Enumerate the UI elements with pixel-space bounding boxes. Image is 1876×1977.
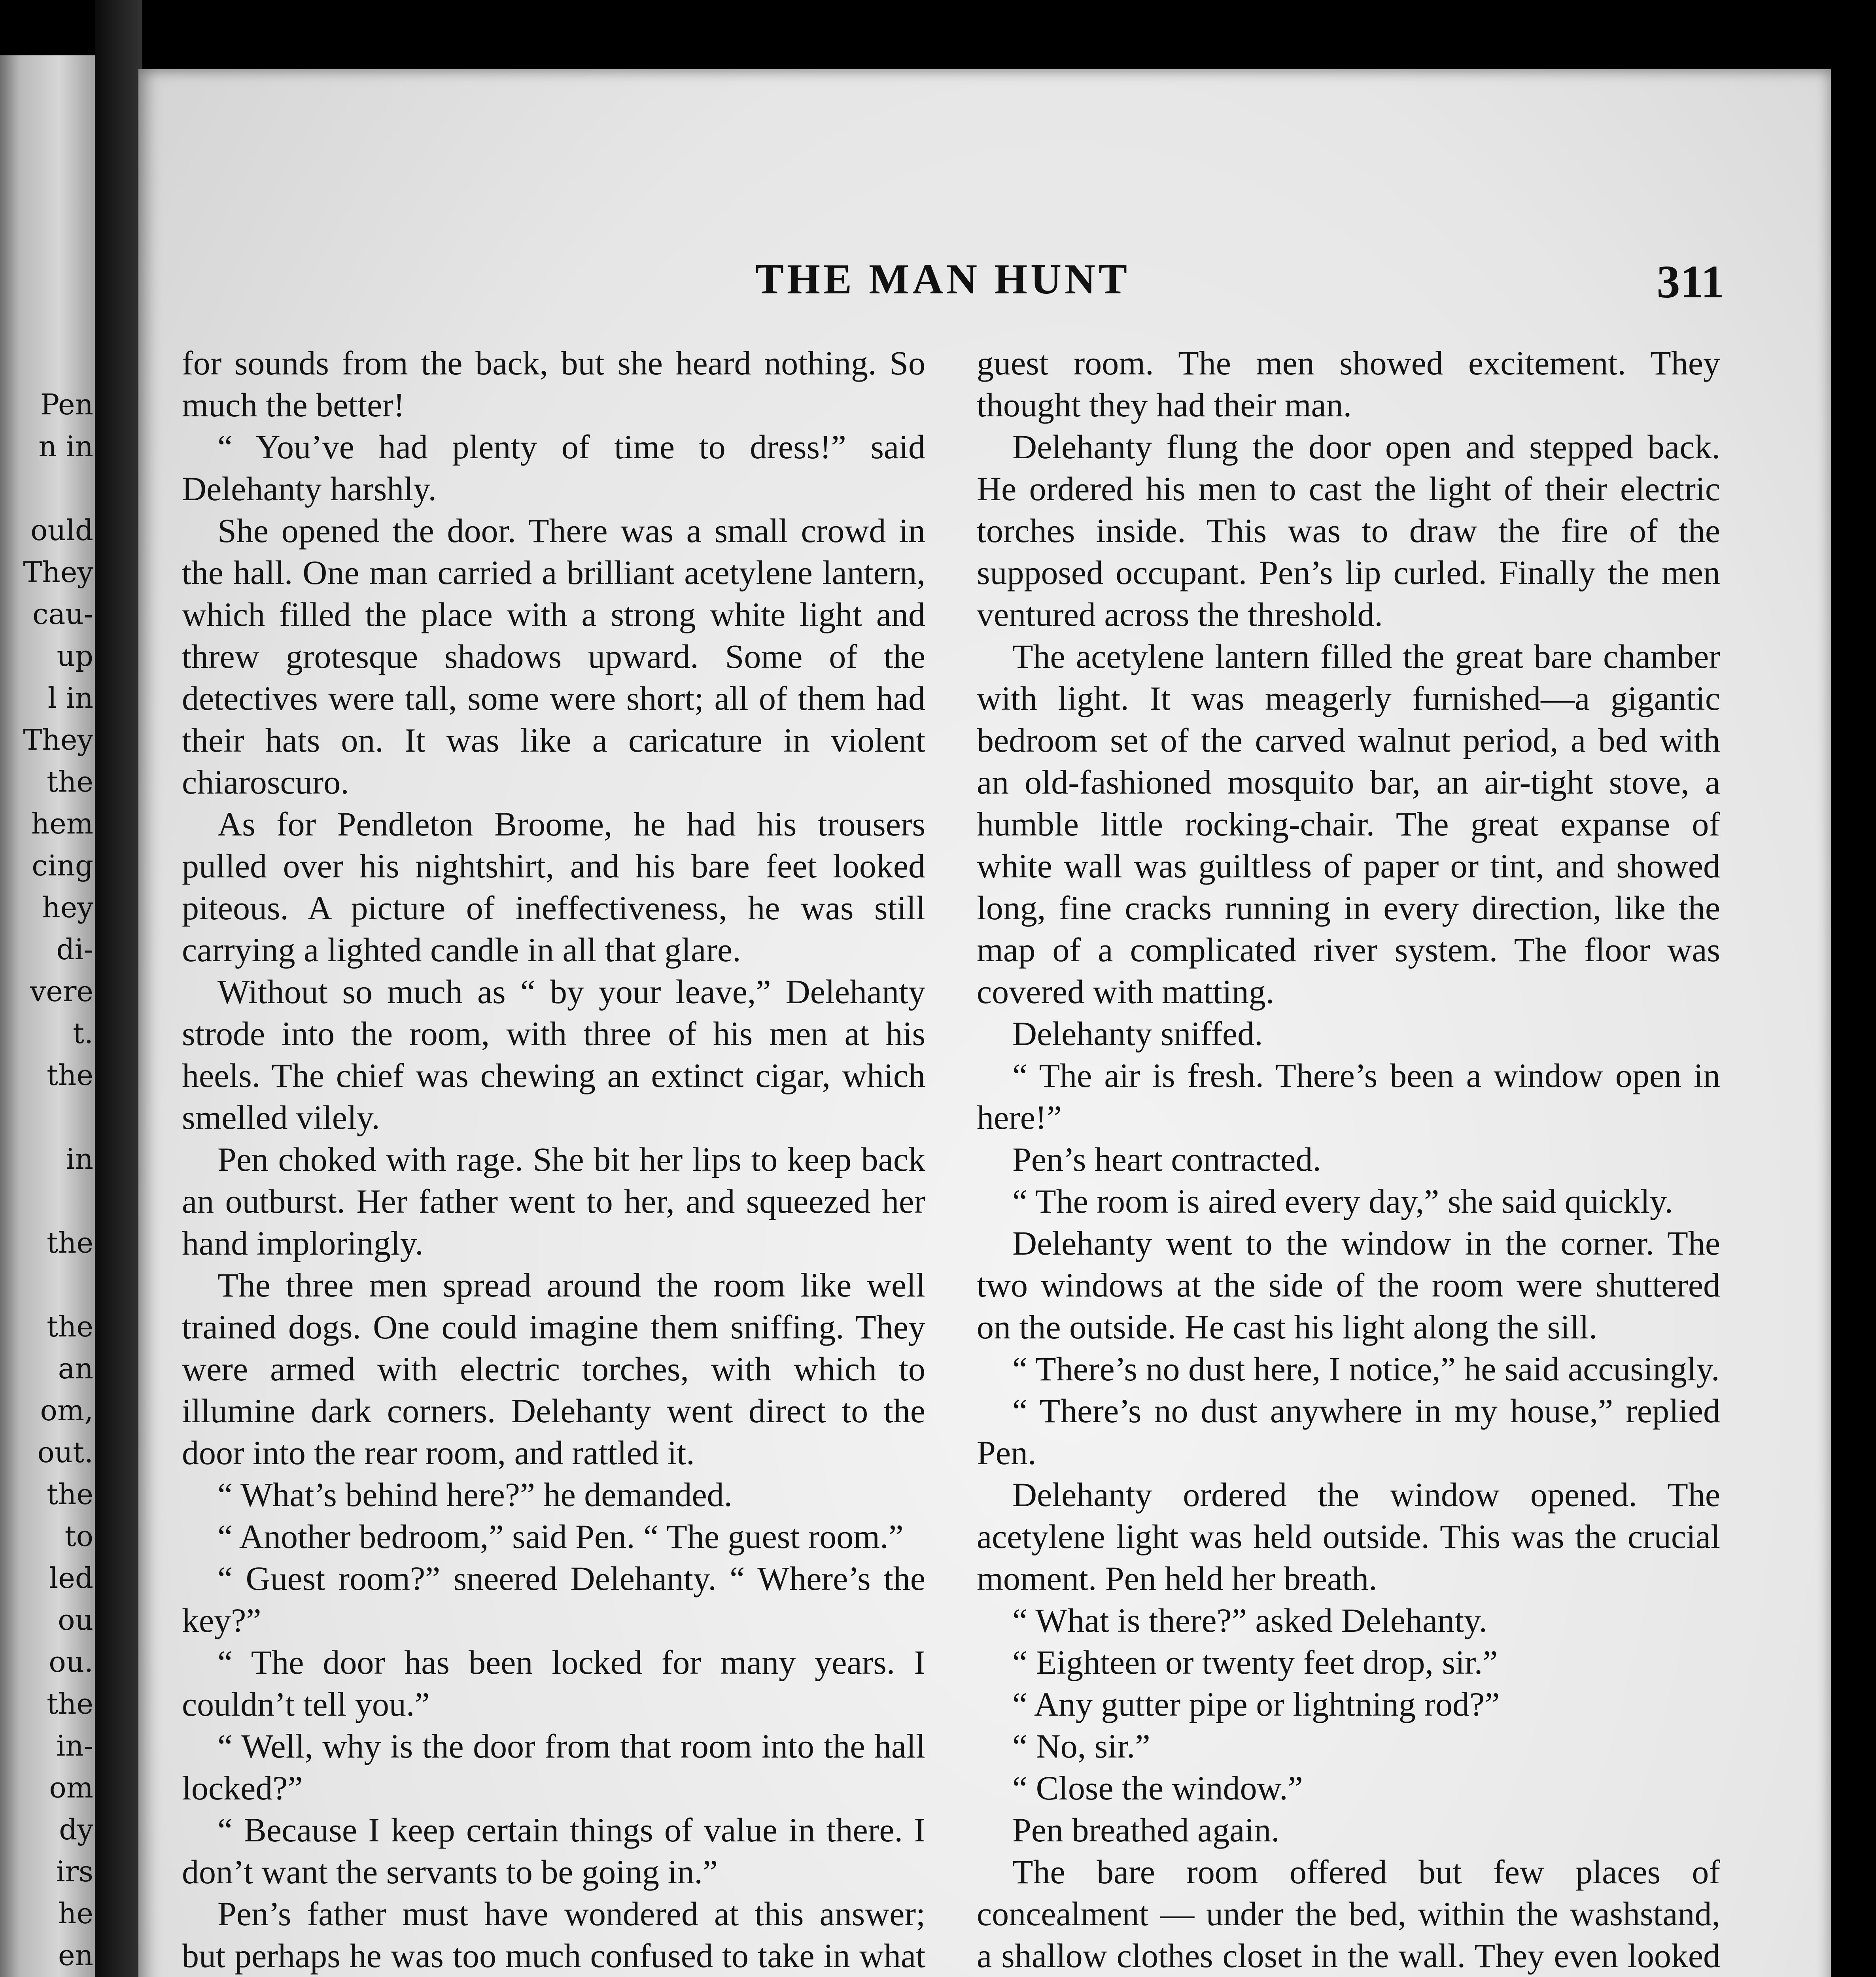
paragraph: Without so much as “ by your leave,” Delehanty strode into the room, with three of his men at his heels. The chief was chewing an extinct cigar, which smelled vilely.: [182, 973, 925, 1136]
previous-page-fragment: in-: [56, 1729, 93, 1762]
previous-page-fragment: Pen: [40, 388, 93, 421]
previous-page-fragment: om,: [40, 1394, 93, 1427]
previous-page-fragment: They: [23, 556, 93, 589]
previous-page-fragment: t.: [73, 1017, 93, 1050]
previous-page-fragment: en: [58, 1939, 93, 1972]
previous-page-fragment: out.: [37, 1436, 93, 1469]
previous-page-fragment: an: [58, 1352, 93, 1385]
paragraph: “ Any gutter pipe or lightning rod?”: [1012, 1685, 1500, 1723]
previous-page-fragment: vere: [30, 975, 93, 1008]
previous-page-fragment: the: [47, 1226, 93, 1259]
previous-page-fragment: [0, 467, 93, 509]
paragraph: for sounds from the back, but she heard nothing. So much the better!: [182, 344, 925, 424]
paragraph: “ Close the window.”: [1012, 1769, 1303, 1807]
previous-page-fragment: up: [57, 639, 93, 673]
paragraph: The bare room offered but few places of concealment — under the bed, within the washstand, a shallow clothes closet in the wall. They even looked: [977, 1853, 1720, 1975]
previous-page-fragment: ould: [30, 514, 93, 547]
paragraph: “ Well, why is the door from that room into the hall locked?”: [182, 1727, 925, 1807]
previous-page-fragment: led: [49, 1561, 93, 1595]
previous-page-fragment: They: [23, 723, 93, 756]
paragraph: “ There’s no dust anywhere in my house,” replied Pen.: [977, 1392, 1720, 1472]
paragraph: “ There’s no dust here, I notice,” he said accusingly.: [1012, 1350, 1720, 1388]
previous-page-fragment: ou: [58, 1603, 93, 1637]
paragraph: “ No, sir.”: [1012, 1727, 1150, 1765]
previous-page-fragment: the: [47, 1687, 93, 1720]
previous-page-fragment: [0, 1096, 93, 1138]
right-text-column: [977, 342, 1720, 1977]
left-text-column: [182, 342, 925, 1977]
running-title: THE MAN HUNT: [755, 256, 1131, 303]
paragraph: guest room. The men showed excitement. They thought they had their man.: [977, 344, 1720, 424]
paragraph: Pen choked with rage. She bit her lips to keep back an outburst. Her father went to her, and squeezed her hand imploringly.: [182, 1140, 925, 1262]
paragraph: “ Eighteen or twenty feet drop, sir.”: [1012, 1643, 1498, 1681]
paragraph: Delehanty went to the window in the corner. The two windows at the side of the room were shuttered on the outside. He cast his light along the sill.: [977, 1224, 1720, 1346]
paragraph: “ What’s behind here?” he demanded.: [217, 1476, 733, 1514]
paragraph: Delehanty flung the door open and stepped back. He ordered his men to cast the light of their electric torches inside. This was to draw the fire of the supposed occupant. Pen’s lip curled. Finally the men ventured across the threshold.: [977, 428, 1720, 633]
paragraph: “ You’ve had plenty of time to dress!” said Delehanty harshly.: [182, 428, 925, 508]
previous-page-fragment: to: [64, 1520, 93, 1553]
page-number: 311: [1657, 256, 1724, 308]
previous-page-fragment: l in: [47, 681, 93, 714]
previous-page-fragment: cing: [32, 849, 93, 882]
previous-page-fragment: the: [47, 765, 93, 798]
previous-page-fragment: om: [49, 1771, 93, 1804]
paragraph: “ Another bedroom,” said Pen. “ The guest room.”: [217, 1518, 904, 1556]
previous-page-fragment: hey: [42, 891, 93, 924]
page-header: [138, 255, 1724, 310]
previous-page-fragment: the: [47, 1310, 93, 1343]
previous-page-text-fragments: [0, 384, 93, 1977]
paragraph: “ Because I keep certain things of value in there. I don’t want the servants to be going in.”: [182, 1811, 925, 1891]
paragraph: The three men spread around the room like well trained dogs. One could imagine them sniffing. They were armed with electric torches, with which to illumine dark corners. Delehanty went direct to the door into the rear room, and rattled it.: [182, 1266, 925, 1472]
previous-page-fragment: irs: [56, 1855, 93, 1888]
previous-page-fragment: n in: [38, 430, 93, 463]
paragraph: “ What is there?” asked Delehanty.: [1012, 1601, 1488, 1639]
previous-page-fragment: dy: [59, 1813, 93, 1846]
previous-page-fragment: [0, 1264, 93, 1306]
previous-page-fragment: in: [66, 1142, 93, 1176]
book-page: [138, 69, 1831, 1977]
previous-page-fragment: di-: [56, 933, 93, 966]
book-gutter: [95, 0, 142, 1977]
previous-page-edge: [0, 55, 99, 1977]
paragraph: “ Guest room?” sneered Delehanty. “ Where’s the key?”: [182, 1559, 925, 1639]
paragraph: She opened the door. There was a small crowd in the hall. One man carried a brilliant acetylene lantern, which filled the place with a strong white light and threw grotesque shadows upward. Some of the detectives were tall, some were short; all of them had their hats on. It was like a caricature in violent chiaroscuro.: [182, 512, 925, 801]
previous-page-fragment: he: [58, 1897, 93, 1930]
paragraph: Delehanty sniffed.: [1012, 1015, 1263, 1053]
previous-page-fragment: cau-: [32, 597, 93, 631]
paragraph: Pen breathed again.: [1012, 1811, 1280, 1849]
paragraph: Pen’s father must have wondered at this answer; but perhaps he was too much confused to take in what: [182, 1895, 925, 1975]
paragraph: Delehanty ordered the window opened. The acetylene light was held outside. This was the crucial moment. Pen held her breath.: [977, 1476, 1720, 1597]
paragraph: Pen’s heart contracted.: [1012, 1140, 1321, 1178]
paragraph: As for Pendleton Broome, he had his trousers pulled over his nightshirt, and his bare feet looked piteous. A picture of ineffectiveness, he was still carrying a lighted candle in all that glare.: [182, 805, 925, 969]
paragraph: “ The room is aired every day,” she said quickly.: [1012, 1182, 1673, 1220]
previous-page-fragment: the: [47, 1058, 93, 1092]
paragraph: “ The air is fresh. There’s been a window open in here!”: [977, 1057, 1720, 1136]
previous-page-fragment: hem: [31, 807, 93, 840]
previous-page-fragment: ou.: [49, 1645, 93, 1678]
paragraph: “ The door has been locked for many years. I couldn’t tell you.”: [182, 1643, 925, 1723]
previous-page-fragment: [0, 1180, 93, 1222]
previous-page-fragment: the: [47, 1478, 93, 1511]
paragraph: The acetylene lantern filled the great bare chamber with light. It was meagerly furnished—a gigantic bedroom set of the carved walnut period, a bed with an old-fashioned mosquito bar, an air-tight stove, a humble little rocking-chair. The great expanse of white wall was guiltless of paper or tint, and showed long, fine cracks running in every direction, like the map of a complicated river system. The floor was covered with matting.: [977, 637, 1720, 1011]
